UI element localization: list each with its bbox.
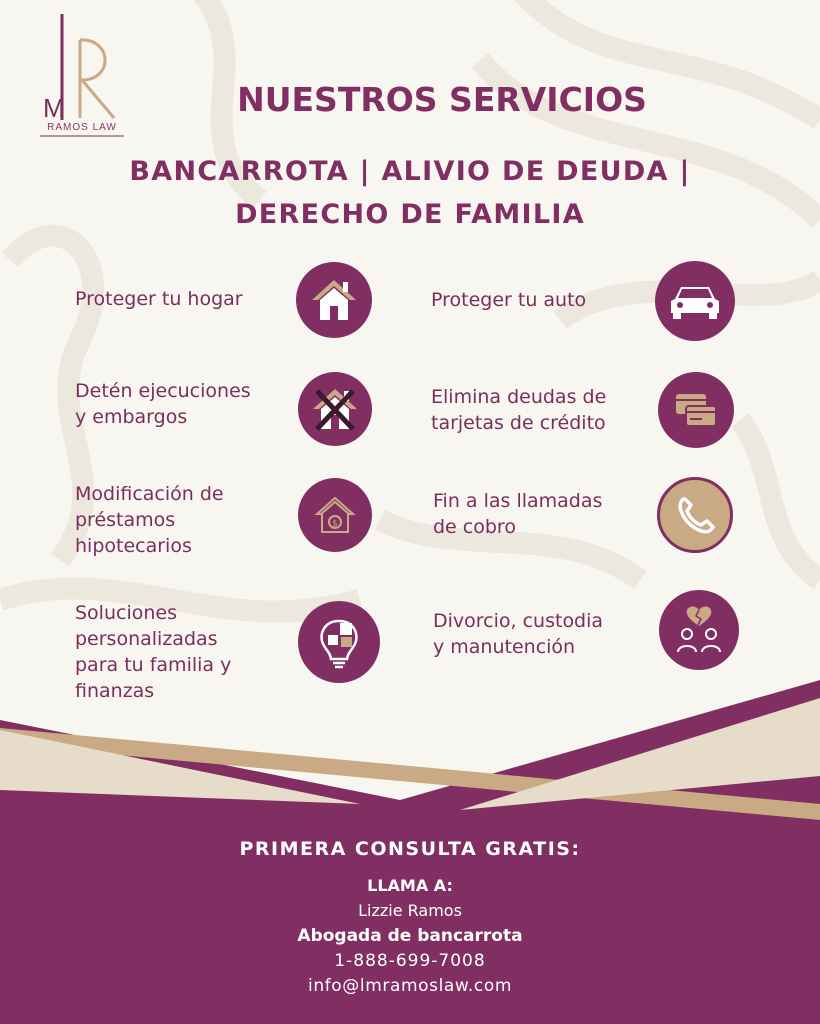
page-title: NUESTROS SERVICIOS <box>237 80 647 119</box>
service-line: para tu familia y <box>75 654 232 676</box>
service-line: personalizadas <box>75 628 218 650</box>
service-line: de cobro <box>433 516 516 538</box>
house-icon <box>296 262 372 338</box>
ramos-law-logo <box>40 10 124 140</box>
attorney-role: Abogada de bancarrota <box>297 926 523 946</box>
service-divorce-custody <box>433 608 603 660</box>
service-line: préstamos <box>75 509 176 531</box>
service-line: Detén ejecuciones <box>75 380 251 402</box>
service-line: y manutención <box>433 636 576 658</box>
service-mortgage-modification <box>75 481 224 559</box>
service-line: Proteger tu auto <box>431 289 587 311</box>
svg-text:$: $ <box>332 519 338 529</box>
service-line: Proteger tu hogar <box>75 288 243 310</box>
service-collection-calls <box>433 488 602 540</box>
svg-text:M: M <box>43 93 65 123</box>
email-address[interactable]: info@lmramoslaw.com <box>308 976 512 996</box>
service-line: Modificación de <box>75 483 224 505</box>
broken-heart-couple-icon <box>659 590 739 670</box>
service-credit-card-debt <box>431 384 606 436</box>
attorney-name: Lizzie Ramos <box>358 901 462 920</box>
house-crossed-icon <box>298 372 372 446</box>
service-line: Divorcio, custodia <box>433 610 604 632</box>
lightbulb-puzzle-icon <box>298 601 380 683</box>
service-line: Fin a las llamadas <box>433 490 603 512</box>
logo-caption: RAMOS LAW <box>47 122 117 133</box>
phone-icon <box>657 477 733 553</box>
subtitle-line-1: BANCARROTA | ALIVIO DE DEUDA | <box>129 156 691 187</box>
service-line: y embargos <box>75 406 188 428</box>
service-line: hipotecarios <box>75 535 192 557</box>
service-line: Elimina deudas de <box>431 386 607 408</box>
service-line: finanzas <box>75 680 155 702</box>
service-protect-car <box>431 287 586 313</box>
subtitle-line-2: DERECHO DE FAMILIA <box>235 199 585 230</box>
house-dollar-icon <box>298 478 372 552</box>
service-line: tarjetas de crédito <box>431 412 606 434</box>
phone-number[interactable]: 1-888-699-7008 <box>334 951 486 971</box>
service-protect-home <box>75 286 243 312</box>
service-line: Soluciones <box>75 602 177 624</box>
service-stop-foreclosures <box>75 378 251 430</box>
credit-cards-icon <box>658 372 734 448</box>
call-label: LLAMA A: <box>367 876 453 895</box>
free-consultation-headline: PRIMERA CONSULTA GRATIS: <box>239 838 581 860</box>
car-icon <box>655 261 735 341</box>
